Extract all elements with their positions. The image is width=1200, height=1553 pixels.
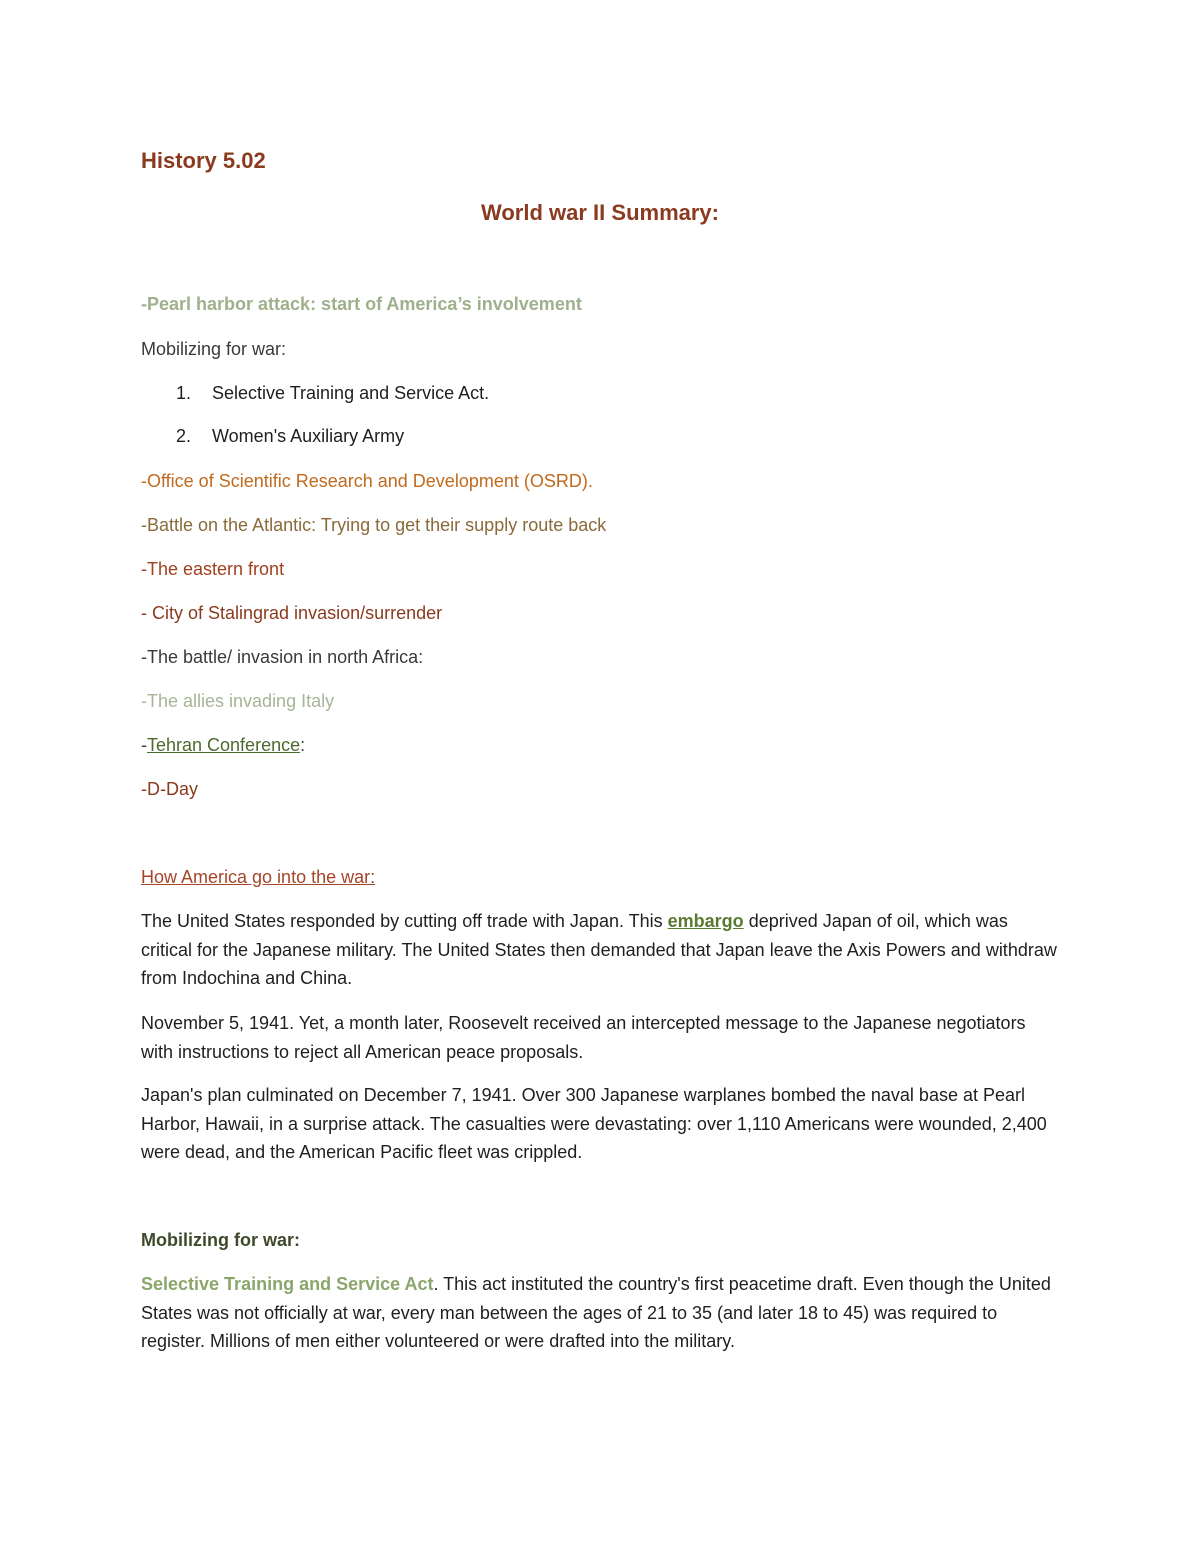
outline-tehran (141, 734, 305, 756)
how-america-heading-text: How America go into the war: (141, 867, 376, 887)
list-number: 2. (176, 426, 192, 446)
outline-stalingrad: - City of Stalingrad invasion/surrender (141, 603, 443, 623)
how-america-paragraph-2: November 5, 1941. Yet, a month later, Roosevelt received an intercepted message to the Japanese negotiators with instructions to reject all American peace proposals. (141, 1013, 1026, 1062)
list-item-text: Women's Auxiliary Army (212, 426, 405, 446)
list-item-text: Selective Training and Service Act. (212, 383, 490, 403)
outline-eastern-front: -The eastern front (141, 559, 285, 579)
outline-list-item (176, 382, 489, 404)
mobilizing-paragraph (141, 1270, 1061, 1356)
document-subtitle: World war II Summary: (481, 200, 719, 225)
how-america-paragraph-1 (141, 907, 1061, 993)
how-america-paragraph-3: Japan's plan culminated on December 7, 1941. Over 300 Japanese warplanes bombed the naval base at Pearl Harbor, Hawaii, in a surprise attack. The casualties were devastating: over 1,110 Americans were wounded, 2,400 were dead, and the American Pacific fleet was crippled. (141, 1085, 1047, 1162)
outline-italy: -The allies invading Italy (141, 691, 335, 711)
outline-mobilizing-label: Mobilizing for war: (141, 339, 287, 359)
embargo-link[interactable]: embargo (667, 911, 744, 931)
paragraph-text: . This act instituted the country's first peacetime draft. Even though the United States was not officially at war, every man between the ages of 21 to 35 (and later 18 to 45) was required to register. Millions of men either volunteered or were drafted into the military. (141, 1274, 1051, 1351)
outline-north-africa: -The battle/ invasion in north Africa: (141, 647, 424, 667)
outline-atlantic: -Battle on the Atlantic: Trying to get their supply route back (141, 515, 607, 535)
outline-dday: -D-Day (141, 779, 198, 799)
selective-act-name: Selective Training and Service Act (141, 1274, 434, 1294)
outline-pearl-harbor: -Pearl harbor attack: start of America’s involvement (141, 294, 582, 314)
document-title: History 5.02 (141, 148, 266, 173)
mobilizing-heading: Mobilizing for war: (141, 1230, 300, 1250)
paragraph-text: The United States responded by cutting off trade with Japan. This (141, 911, 668, 931)
paragraph-text: deprived Japan of oil, which was critical for the Japanese military. The United States then demanded that Japan leave the Axis Powers and withdraw from Indochina and China. (141, 911, 1057, 988)
outline-list-item (176, 425, 404, 447)
tehran-colon: : (300, 735, 306, 755)
tehran-dash: - (141, 735, 147, 755)
outline-osrd: -Office of Scientific Research and Development (OSRD). (141, 471, 593, 491)
how-america-heading (141, 866, 375, 888)
list-number: 1. (176, 383, 192, 403)
tehran-conference-link[interactable]: Tehran Conference (147, 735, 301, 755)
